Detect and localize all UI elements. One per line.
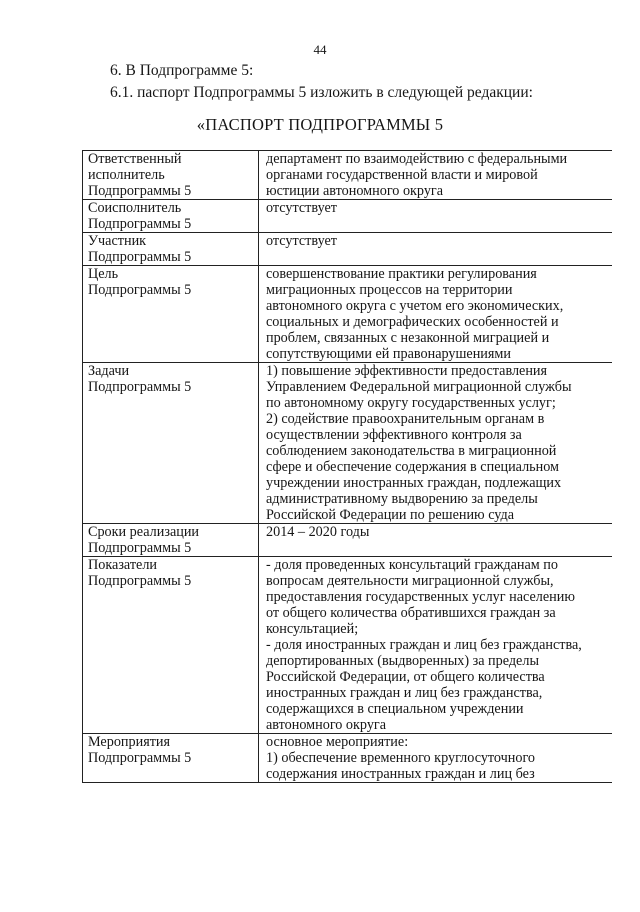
value-line: вопросам деятельности миграционной службы,: [266, 573, 554, 589]
label-line: Подпрограммы 5: [88, 282, 192, 298]
value-line: Российской Федерации по решению суда: [266, 507, 515, 523]
value-line: департамент по взаимодействию с федеральными: [266, 151, 568, 167]
label-line: Подпрограммы 5: [88, 249, 192, 265]
passport-title: «ПАСПОРТ ПОДПРОГРАММЫ 5: [196, 115, 444, 134]
passport-row-label: [83, 734, 259, 783]
label-line: Показатели: [88, 557, 158, 573]
passport-row: [83, 266, 613, 363]
label-line: Подпрограммы 5: [88, 750, 192, 766]
passport-row-label: [83, 151, 259, 200]
passport-row-value: [259, 233, 613, 266]
label-line: Подпрограммы 5: [88, 573, 192, 589]
label-line: Соисполнитель: [88, 200, 182, 216]
value-line: содержания иностранных граждан и лиц без: [266, 766, 535, 782]
passport-row: [83, 524, 613, 557]
label-line: Подпрограммы 5: [88, 379, 192, 395]
passport-row: [83, 200, 613, 233]
passport-row-value: [259, 557, 613, 734]
label-line: Цель: [88, 266, 119, 282]
passport-row-label: [83, 524, 259, 557]
label-line: исполнитель: [88, 167, 165, 183]
value-line: 2) содействие правоохранительным органам в: [266, 411, 545, 427]
passport-row-value: [259, 151, 613, 200]
value-line: отсутствует: [266, 233, 337, 249]
section-heading: 6. В Подпрограмме 5:: [110, 62, 254, 79]
passport-row-label: [83, 200, 259, 233]
value-line: иностранных граждан и лиц без гражданства,: [266, 685, 543, 701]
label-line: Мероприятия: [88, 734, 171, 750]
value-line: от общего количества обратившихся граждан за: [266, 605, 556, 621]
value-line: совершенствование практики регулирования: [266, 266, 537, 282]
passport-table: [82, 150, 612, 783]
label-line: Задачи: [88, 363, 130, 379]
passport-row-label: [83, 233, 259, 266]
value-line: 1) обеспечение временного круглосуточного: [266, 750, 536, 766]
value-line: осуществлении эффективного контроля за: [266, 427, 522, 443]
value-line: - доля проведенных консультаций гражданам по: [266, 557, 558, 573]
label-line: Сроки реализации: [88, 524, 200, 540]
value-line: - доля иностранных граждан и лиц без гражданства,: [266, 637, 582, 653]
value-line: сопутствующими ей правонарушениями: [266, 346, 511, 362]
value-line: автономного округа: [266, 717, 387, 733]
label-line: Подпрограммы 5: [88, 216, 192, 232]
value-line: депортированных (выдворенных) за пределы: [266, 653, 539, 669]
passport-row-value: [259, 200, 613, 233]
passport-row: [83, 734, 613, 783]
value-line: по автономному округу государственных услуг;: [266, 395, 556, 411]
value-line: миграционных процессов на территории: [266, 282, 513, 298]
passport-row-label: [83, 557, 259, 734]
value-line: содержащихся в специальном учреждении: [266, 701, 524, 717]
value-line: основное мероприятие:: [266, 734, 409, 750]
passport-table-container: [82, 150, 612, 912]
value-line: Российской Федерации, от общего количества: [266, 669, 545, 685]
value-line: административному выдворению за пределы: [266, 491, 538, 507]
value-line: органами государственной власти и мировой: [266, 167, 538, 183]
value-line: учреждении иностранных граждан, подлежащих: [266, 475, 562, 491]
value-line: сфере и обеспечение содержания в специальном: [266, 459, 560, 475]
value-line: Управлением Федеральной миграционной службы: [266, 379, 572, 395]
passport-row-value: [259, 266, 613, 363]
passport-row-label: [83, 266, 259, 363]
page-number: 44: [313, 42, 327, 57]
passport-row-label: [83, 363, 259, 524]
value-line: соблюдением законодательства в миграционной: [266, 443, 557, 459]
label-line: Участник: [88, 233, 147, 249]
passport-row: [83, 151, 613, 200]
value-line: проблем, связанных с незаконной миграцией и: [266, 330, 550, 346]
passport-table-body: [83, 151, 613, 783]
label-line: Подпрограммы 5: [88, 183, 192, 199]
passport-row: [83, 233, 613, 266]
value-line: отсутствует: [266, 200, 337, 216]
value-line: социальных и демографических особенностей и: [266, 314, 559, 330]
passport-row-value: [259, 363, 613, 524]
value-line: консультацией;: [266, 621, 359, 637]
section-instruction: 6.1. паспорт Подпрограммы 5 изложить в следующей редакции:: [110, 84, 533, 101]
label-line: Ответственный: [88, 151, 182, 167]
value-line: юстиции автономного округа: [266, 183, 444, 199]
label-line: Подпрограммы 5: [88, 540, 192, 556]
value-line: предоставления государственных услуг населению: [266, 589, 575, 605]
passport-row: [83, 363, 613, 524]
value-line: автономного округа с учетом его экономических,: [266, 298, 564, 314]
value-line: 1) повышение эффективности предоставления: [266, 363, 548, 379]
passport-row-value: [259, 524, 613, 557]
passport-row-value: [259, 734, 613, 783]
passport-row: [83, 557, 613, 734]
value-line: 2014 – 2020 годы: [266, 524, 370, 540]
